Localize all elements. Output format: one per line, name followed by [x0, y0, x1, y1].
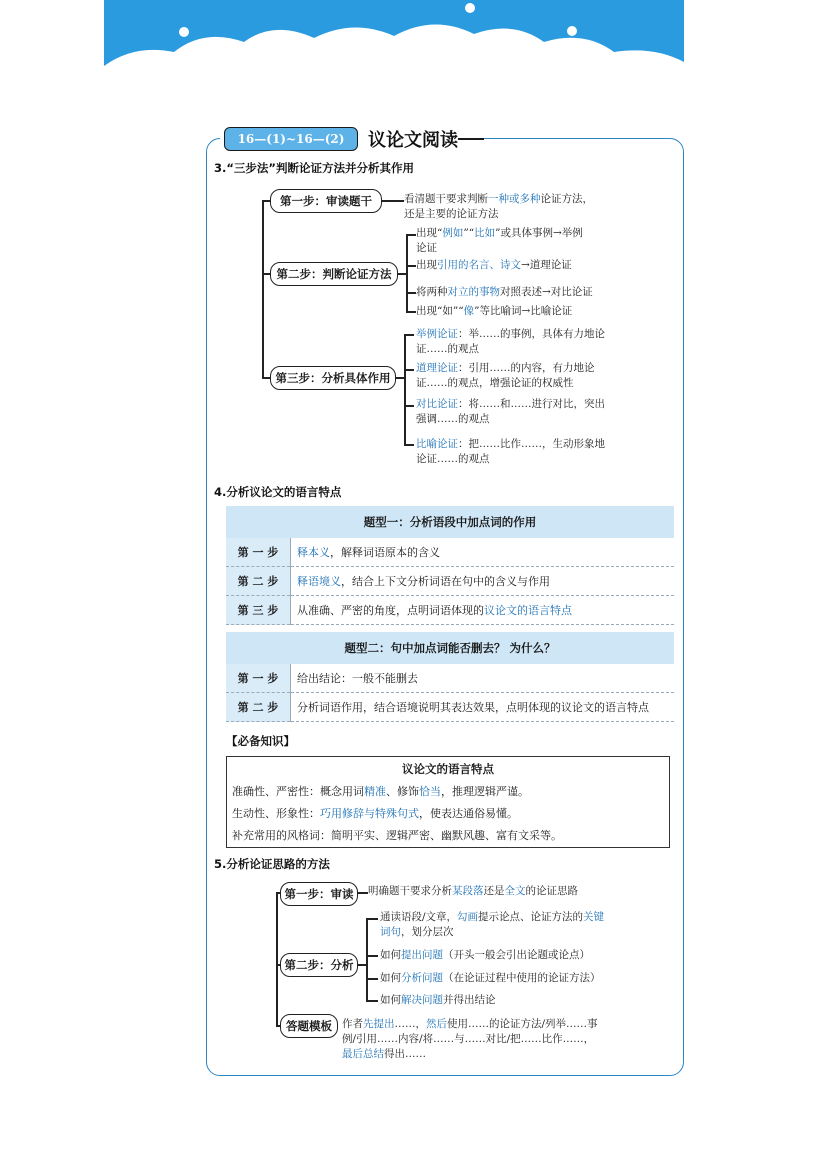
section3-title: 3.“三步法”判断论证方法并分析其作用 — [214, 161, 414, 175]
step1-review-node: 第一步：审读题干 — [270, 189, 382, 213]
section5-title: 5.分析论证思路的方法 — [214, 857, 330, 871]
effect-reasoning: 道理论证：引用……的内容，有力地论 证……的观点，增强论证的权威性 — [416, 362, 595, 389]
knowledge-line3: 补充常用的风格词：简明平实、逻辑严密、幽默风趣、富有文采等。 — [232, 829, 562, 842]
step1-desc: 看清题干要求判断一种或多种论证方法， 还是主要的论证方法 — [404, 193, 593, 220]
method-metaphor: 出现“如”“像”等比喻词→比喻论证 — [416, 305, 573, 317]
effect-metaphor: 比喻论证：把……比作……，生动形象地 论证……的观点 — [416, 438, 605, 465]
s5-step2-node: 第二步：分析 — [280, 953, 358, 977]
s5-analyze-analyze: 如何分析问题（在论证过程中使用的论证方法） — [380, 972, 601, 984]
table-row: 第 一 步 给出结论：一般不能删去 — [226, 664, 674, 693]
lesson-tag: 16—(1)~16—(2) — [224, 127, 358, 151]
answer-template-node: 答题模板 — [280, 1014, 338, 1038]
step2-judge-node: 第二步：判断论证方法 — [270, 262, 398, 286]
table-row: 第 二 步 分析词语作用，结合语境说明其表达效果，点明体现的议论文的语言特点 — [226, 693, 674, 722]
s5-analyze-solve: 如何解决问题并得出结论 — [380, 994, 496, 1006]
knowledge-line2: 生动性、形象性：巧用修辞与特殊句式，使表达通俗易懂。 — [232, 807, 518, 820]
knowledge-line1: 准确性、严密性：概念用词精准、修饰恰当，推理逻辑严谨。 — [232, 785, 529, 798]
method-contrast: 将两种对立的事物对照表述→对比论证 — [416, 286, 593, 298]
method-reasoning: 出现引用的名言、诗文→道理论证 — [416, 259, 572, 271]
answer-template-text: 作者先提出……，然后使用……的论证方法/列举……事 例/引用……内容/将……与……对比/把……比作……， 最后总结得出…… — [342, 1018, 598, 1060]
page-title: 议论文阅读 — [368, 130, 458, 151]
type2-table — [226, 632, 674, 722]
s5-analyze-raise: 如何提出问题（开头一般会引出论题或论点） — [380, 949, 590, 961]
s5-step1-node: 第一步：审读 — [280, 882, 358, 906]
s5-analyze-read: 通读语段/文章，勾画提示论点、论证方法的关键 词句，划分层次 — [380, 911, 605, 938]
section4-title: 4.分析议论文的语言特点 — [214, 485, 342, 499]
s5-step1-desc: 明确题干要求分析某段落还是全文的论证思路 — [368, 885, 578, 897]
type1-title: 题型一：分析语段中加点词的作用 — [226, 506, 674, 538]
knowledge-box — [226, 756, 670, 848]
knowledge-title: 议论文的语言特点 — [402, 762, 494, 776]
table-row: 第 二 步 释语境义，结合上下文分析词语在句中的含义与作用 — [226, 567, 674, 596]
table-row: 第 一 步 释本义，解释词语原本的含义 — [226, 538, 674, 567]
effect-example: 举例论证：举……的事例，具体有力地论 证……的观点 — [416, 328, 605, 355]
knowledge-label: 【必备知识】 — [226, 734, 295, 748]
type2-title: 题型二：句中加点词能否删去？ 为什么？ — [226, 632, 674, 664]
effect-contrast: 对比论证：将……和……进行对比，突出 强调……的观点 — [416, 398, 605, 425]
step3-analyze-node: 第三步：分析具体作用 — [270, 366, 396, 390]
type1-table — [226, 506, 674, 625]
cloud-banner — [104, 0, 684, 86]
table-row: 第 三 步 从准确、严密的角度，点明词语体现的议论文的语言特点 — [226, 596, 674, 625]
method-example: 出现“例如”“比如”或具体事例→举例 论证 — [416, 227, 583, 254]
